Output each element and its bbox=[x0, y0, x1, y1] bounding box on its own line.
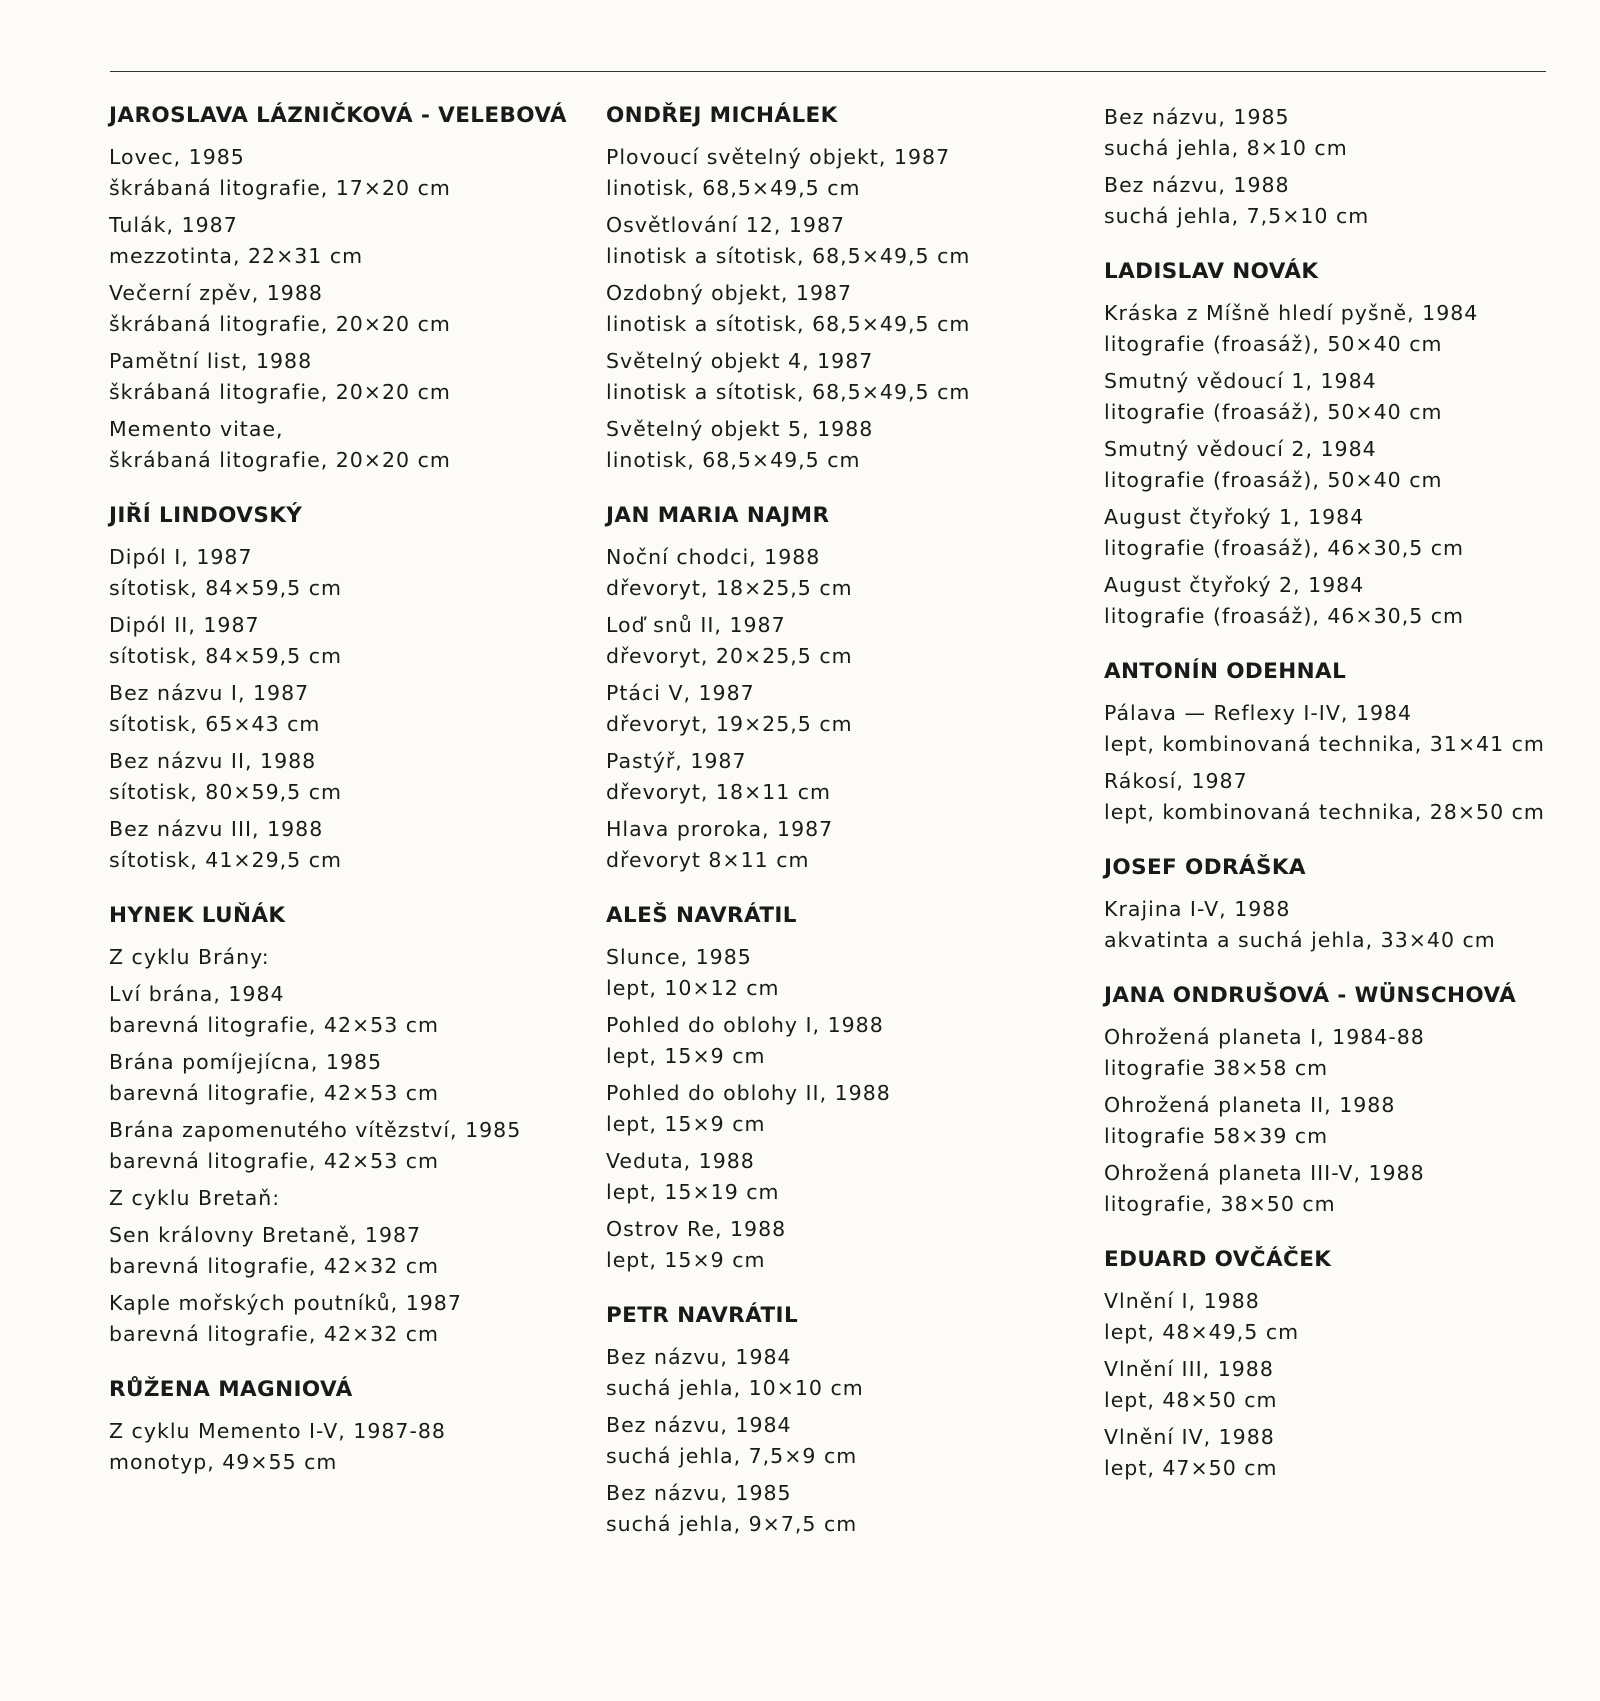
artwork-details: litografie (froasáž), 50×40 cm bbox=[1104, 332, 1443, 356]
artwork-title: Loď snů II, 1987 bbox=[606, 613, 786, 637]
artwork-details: lept, kombinovaná technika, 28×50 cm bbox=[1104, 800, 1545, 824]
artwork-title: Světelný objekt 4, 1987 bbox=[606, 349, 874, 373]
artwork-entry bbox=[109, 210, 579, 272]
artwork-entry bbox=[109, 1115, 579, 1177]
artwork-title: Krajina I-V, 1988 bbox=[1104, 897, 1291, 921]
artwork-details: lept, 48×50 cm bbox=[1104, 1388, 1278, 1412]
artwork-entry bbox=[1104, 434, 1574, 496]
artist-name: EDUARD OVČÁČEK bbox=[1104, 1247, 1332, 1272]
column-1 bbox=[109, 102, 579, 1504]
artwork-details: barevná litografie, 42×32 cm bbox=[109, 1254, 440, 1278]
artwork-details: lept, kombinovaná technika, 31×41 cm bbox=[1104, 732, 1545, 756]
artist-section bbox=[109, 902, 579, 1350]
artwork-title: Pastýř, 1987 bbox=[606, 749, 747, 773]
artwork-details: lept, 10×12 cm bbox=[606, 976, 780, 1000]
artwork-entry bbox=[1104, 766, 1574, 828]
artwork-entry bbox=[606, 346, 1076, 408]
artwork-title: Smutný vědoucí 1, 1984 bbox=[1104, 369, 1377, 393]
artwork-title: Kaple mořských poutníků, 1987 bbox=[109, 1291, 462, 1315]
artwork-title: Lovec, 1985 bbox=[109, 145, 245, 169]
artwork-details: barevná litografie, 42×53 cm bbox=[109, 1081, 440, 1105]
artwork-title: Osvětlování 12, 1987 bbox=[606, 213, 846, 237]
artwork-title: Bez názvu III, 1988 bbox=[109, 817, 324, 841]
artwork-details: suchá jehla, 8×10 cm bbox=[1104, 136, 1348, 160]
artist-section bbox=[1104, 102, 1574, 232]
artwork-title: Ohrožená planeta II, 1988 bbox=[1104, 1093, 1396, 1117]
artwork-entry bbox=[1104, 1022, 1574, 1084]
artwork-title: Lví brána, 1984 bbox=[109, 982, 285, 1006]
artist-section bbox=[1104, 1246, 1574, 1484]
artwork-title: Dipól II, 1987 bbox=[109, 613, 260, 637]
artwork-entry bbox=[1104, 894, 1574, 956]
artist-name: PETR NAVRÁTIL bbox=[606, 1303, 799, 1328]
artwork-details: suchá jehla, 9×7,5 cm bbox=[606, 1512, 858, 1536]
artist-name: ONDŘEJ MICHÁLEK bbox=[606, 103, 838, 128]
artwork-title: Večerní zpěv, 1988 bbox=[109, 281, 323, 305]
column-2 bbox=[606, 102, 1076, 1566]
artwork-entry bbox=[109, 746, 579, 808]
artwork-entry bbox=[606, 1214, 1076, 1276]
artwork-title: Ohrožená planeta III-V, 1988 bbox=[1104, 1161, 1425, 1185]
artwork-details: linotisk a sítotisk, 68,5×49,5 cm bbox=[606, 312, 971, 336]
artwork-details: lept, 15×19 cm bbox=[606, 1180, 780, 1204]
artwork-title: Plovoucí světelný objekt, 1987 bbox=[606, 145, 951, 169]
artwork-entry bbox=[1104, 1286, 1574, 1348]
artwork-title: Ostrov Re, 1988 bbox=[606, 1217, 787, 1241]
artwork-entry bbox=[606, 1146, 1076, 1208]
artwork-details: dřevoryt 8×11 cm bbox=[606, 848, 810, 872]
artwork-entry bbox=[109, 814, 579, 876]
artwork-details: dřevoryt, 20×25,5 cm bbox=[606, 644, 853, 668]
artwork-title: Dipól I, 1987 bbox=[109, 545, 253, 569]
artwork-title: Noční chodci, 1988 bbox=[606, 545, 821, 569]
artwork-details: linotisk a sítotisk, 68,5×49,5 cm bbox=[606, 380, 971, 404]
artwork-details: barevná litografie, 42×53 cm bbox=[109, 1013, 440, 1037]
artwork-title: Brána zapomenutého vítězství, 1985 bbox=[109, 1118, 522, 1142]
artwork-entry bbox=[109, 1288, 579, 1350]
artwork-title: Vlnění I, 1988 bbox=[1104, 1289, 1260, 1313]
artist-section bbox=[109, 1376, 579, 1478]
artist-section bbox=[606, 102, 1076, 476]
artwork-entry bbox=[109, 979, 579, 1041]
artwork-entry bbox=[1104, 102, 1574, 164]
artwork-entry bbox=[606, 610, 1076, 672]
artwork-title: August čtyřoký 2, 1984 bbox=[1104, 573, 1365, 597]
artist-name: JOSEF ODRÁŠKA bbox=[1104, 855, 1306, 880]
artwork-details: sítotisk, 65×43 cm bbox=[109, 712, 321, 736]
artist-section bbox=[109, 102, 579, 476]
artwork-details: litografie 58×39 cm bbox=[1104, 1124, 1329, 1148]
artwork-entry bbox=[606, 210, 1076, 272]
column-3 bbox=[1104, 102, 1574, 1510]
artist-name: JANA ONDRUŠOVÁ - WÜNSCHOVÁ bbox=[1104, 983, 1517, 1008]
artwork-details: škrábaná litografie, 20×20 cm bbox=[109, 380, 451, 404]
cycle-note: Z cyklu Brány: bbox=[109, 945, 270, 969]
artist-name: JIŘÍ LINDOVSKÝ bbox=[109, 503, 303, 528]
artist-name: LADISLAV NOVÁK bbox=[1104, 259, 1319, 284]
artwork-entry bbox=[1104, 298, 1574, 360]
artwork-details: škrábaná litografie, 17×20 cm bbox=[109, 176, 451, 200]
artwork-details: linotisk, 68,5×49,5 cm bbox=[606, 448, 861, 472]
artwork-entry bbox=[109, 542, 579, 604]
cycle-note: Z cyklu Bretaň: bbox=[109, 1186, 281, 1210]
artwork-title: Ohrožená planeta I, 1984-88 bbox=[1104, 1025, 1425, 1049]
artwork-entry bbox=[1104, 502, 1574, 564]
artist-section bbox=[1104, 854, 1574, 956]
artwork-entry bbox=[1104, 1158, 1574, 1220]
artwork-entry bbox=[1104, 366, 1574, 428]
artwork-title: Bez názvu II, 1988 bbox=[109, 749, 317, 773]
artwork-details: suchá jehla, 10×10 cm bbox=[606, 1376, 864, 1400]
artwork-entry bbox=[109, 678, 579, 740]
artwork-details: škrábaná litografie, 20×20 cm bbox=[109, 448, 451, 472]
artwork-title: August čtyřoký 1, 1984 bbox=[1104, 505, 1365, 529]
artwork-title: Bez názvu, 1985 bbox=[606, 1481, 792, 1505]
artwork-entry bbox=[109, 142, 579, 204]
artwork-title: Vlnění IV, 1988 bbox=[1104, 1425, 1275, 1449]
artwork-title: Ozdobný objekt, 1987 bbox=[606, 281, 853, 305]
artwork-title: Sen královny Bretaně, 1987 bbox=[109, 1223, 422, 1247]
artwork-entry bbox=[1104, 698, 1574, 760]
artwork-title: Memento vitae, bbox=[109, 417, 284, 441]
artwork-title: Rákosí, 1987 bbox=[1104, 769, 1248, 793]
artwork-entry bbox=[109, 610, 579, 672]
artwork-entry bbox=[1104, 570, 1574, 632]
artist-section bbox=[1104, 982, 1574, 1220]
artwork-title: Pohled do oblohy I, 1988 bbox=[606, 1013, 884, 1037]
artwork-entry bbox=[606, 1010, 1076, 1072]
artwork-details: sítotisk, 80×59,5 cm bbox=[109, 780, 342, 804]
artist-section bbox=[606, 502, 1076, 876]
artwork-entry bbox=[606, 278, 1076, 340]
artwork-entry bbox=[109, 1416, 579, 1478]
artwork-details: linotisk, 68,5×49,5 cm bbox=[606, 176, 861, 200]
artwork-title: Brána pomíjejícna, 1985 bbox=[109, 1050, 383, 1074]
artwork-entry bbox=[606, 142, 1076, 204]
artwork-entry bbox=[1104, 1354, 1574, 1416]
artwork-title: Bez názvu, 1985 bbox=[1104, 105, 1290, 129]
artwork-details: dřevoryt, 19×25,5 cm bbox=[606, 712, 853, 736]
artwork-details: suchá jehla, 7,5×10 cm bbox=[1104, 204, 1370, 228]
artwork-entry bbox=[606, 814, 1076, 876]
artwork-details: sítotisk, 41×29,5 cm bbox=[109, 848, 342, 872]
artwork-title: Pohled do oblohy II, 1988 bbox=[606, 1081, 891, 1105]
artwork-title: Vlnění III, 1988 bbox=[1104, 1357, 1274, 1381]
artist-name: JAN MARIA NAJMR bbox=[606, 503, 830, 528]
artwork-title: Bez názvu I, 1987 bbox=[109, 681, 310, 705]
artwork-entry bbox=[109, 1047, 579, 1109]
artwork-title: Z cyklu Memento I-V, 1987-88 bbox=[109, 1419, 446, 1443]
artwork-title: Světelný objekt 5, 1988 bbox=[606, 417, 874, 441]
artist-name: HYNEK LUŇÁK bbox=[109, 903, 286, 928]
top-rule bbox=[110, 71, 1546, 72]
artwork-entry bbox=[606, 414, 1076, 476]
artist-name: RŮŽENA MAGNIOVÁ bbox=[109, 1377, 353, 1402]
artwork-details: lept, 47×50 cm bbox=[1104, 1456, 1278, 1480]
artwork-entry bbox=[109, 346, 579, 408]
artwork-details: mezzotinta, 22×31 cm bbox=[109, 244, 364, 268]
artwork-title: Bez názvu, 1988 bbox=[1104, 173, 1290, 197]
artwork-details: akvatinta a suchá jehla, 33×40 cm bbox=[1104, 928, 1496, 952]
artwork-title: Pálava — Reflexy I-IV, 1984 bbox=[1104, 701, 1413, 725]
artwork-entry bbox=[109, 1220, 579, 1282]
artwork-entry bbox=[606, 1478, 1076, 1540]
artwork-title: Kráska z Míšně hledí pyšně, 1984 bbox=[1104, 301, 1479, 325]
artwork-details: linotisk a sítotisk, 68,5×49,5 cm bbox=[606, 244, 971, 268]
artist-section bbox=[1104, 658, 1574, 828]
artwork-details: sítotisk, 84×59,5 cm bbox=[109, 576, 342, 600]
artwork-details: suchá jehla, 7,5×9 cm bbox=[606, 1444, 858, 1468]
artwork-entry bbox=[1104, 1422, 1574, 1484]
artwork-entry bbox=[606, 746, 1076, 808]
artist-name: JAROSLAVA LÁZNIČKOVÁ - VELEBOVÁ bbox=[109, 103, 567, 128]
artwork-details: sítotisk, 84×59,5 cm bbox=[109, 644, 342, 668]
artist-section bbox=[1104, 258, 1574, 632]
artwork-title: Pamětní list, 1988 bbox=[109, 349, 313, 373]
artwork-details: lept, 48×49,5 cm bbox=[1104, 1320, 1300, 1344]
artist-name: ANTONÍN ODEHNAL bbox=[1104, 659, 1347, 684]
artist-section bbox=[606, 1302, 1076, 1540]
artwork-details: monotyp, 49×55 cm bbox=[109, 1450, 338, 1474]
artwork-entry bbox=[606, 1078, 1076, 1140]
artwork-details: dřevoryt, 18×25,5 cm bbox=[606, 576, 853, 600]
artwork-details: škrábaná litografie, 20×20 cm bbox=[109, 312, 451, 336]
artwork-entry bbox=[1104, 170, 1574, 232]
artwork-title: Veduta, 1988 bbox=[606, 1149, 755, 1173]
artwork-entry bbox=[606, 1410, 1076, 1472]
artwork-details: dřevoryt, 18×11 cm bbox=[606, 780, 832, 804]
artwork-title: Ptáci V, 1987 bbox=[606, 681, 755, 705]
artwork-details: lept, 15×9 cm bbox=[606, 1044, 766, 1068]
artwork-details: litografie (froasáž), 46×30,5 cm bbox=[1104, 604, 1465, 628]
artwork-details: litografie (froasáž), 46×30,5 cm bbox=[1104, 536, 1465, 560]
artwork-title: Smutný vědoucí 2, 1984 bbox=[1104, 437, 1377, 461]
artwork-title: Slunce, 1985 bbox=[606, 945, 752, 969]
artist-section bbox=[109, 502, 579, 876]
artwork-details: barevná litografie, 42×32 cm bbox=[109, 1322, 440, 1346]
artwork-entry bbox=[606, 542, 1076, 604]
artwork-details: barevná litografie, 42×53 cm bbox=[109, 1149, 440, 1173]
artwork-entry bbox=[606, 1342, 1076, 1404]
artwork-details: litografie (froasáž), 50×40 cm bbox=[1104, 400, 1443, 424]
artwork-details: litografie, 38×50 cm bbox=[1104, 1192, 1336, 1216]
artist-section bbox=[606, 902, 1076, 1276]
artwork-title: Tulák, 1987 bbox=[109, 213, 238, 237]
artwork-entry bbox=[606, 678, 1076, 740]
artwork-entry bbox=[109, 414, 579, 476]
artwork-entry bbox=[1104, 1090, 1574, 1152]
artwork-details: litografie (froasáž), 50×40 cm bbox=[1104, 468, 1443, 492]
artist-name: ALEŠ NAVRÁTIL bbox=[606, 903, 797, 928]
artwork-details: lept, 15×9 cm bbox=[606, 1248, 766, 1272]
artwork-entry bbox=[606, 942, 1076, 1004]
artwork-entry bbox=[109, 278, 579, 340]
artwork-details: litografie 38×58 cm bbox=[1104, 1056, 1329, 1080]
artwork-title: Bez názvu, 1984 bbox=[606, 1345, 792, 1369]
artwork-details: lept, 15×9 cm bbox=[606, 1112, 766, 1136]
artwork-title: Bez názvu, 1984 bbox=[606, 1413, 792, 1437]
artwork-title: Hlava proroka, 1987 bbox=[606, 817, 834, 841]
